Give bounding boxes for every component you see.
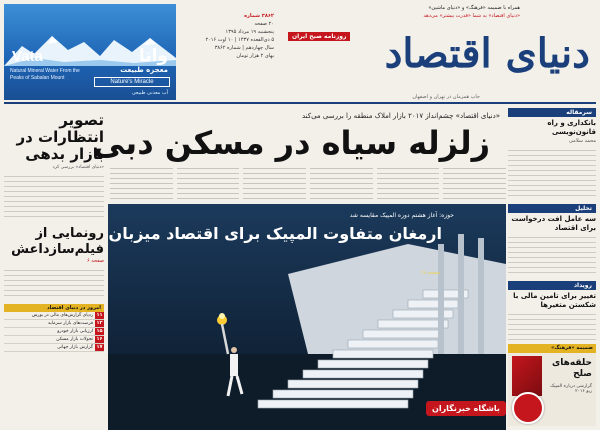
index-item-label: تحولات بازار مسکن [56, 337, 93, 342]
ad-slogan-latin: Nature's Miracle [94, 77, 170, 87]
index-item[interactable] [4, 336, 104, 344]
promo-title: حلقه‌های صلح [552, 358, 592, 379]
logo-title: دنیای اقتصاد [384, 30, 590, 77]
index-item-label: ارزیابی بازار خودرو [57, 329, 93, 334]
text-column [310, 164, 373, 200]
index-item-label: فرصت‌های بازار سرمایه [48, 321, 93, 326]
index-page-number: ۱۶ [96, 336, 103, 342]
ad-brand-persian: واتا [138, 46, 168, 66]
index-item-label: گزارش بازار جهانی [57, 345, 93, 350]
headline-kicker: «دنیای اقتصاد» چشم‌انداز ۲۰۱۷ بازار املاک منطقه را بررسی می‌کند [301, 112, 500, 120]
index-item[interactable] [4, 344, 104, 352]
index-page-number: ۱۱ [96, 312, 103, 318]
index-item-label: ردپای گزارش‌های مالی در بورس [31, 313, 93, 318]
left-kicker: «دنیای اقتصاد» بررسی کرد [52, 165, 104, 170]
ad-brand-latin: Vata [12, 48, 43, 65]
source-watermark [426, 390, 596, 426]
photo-kicker: حوزه: آغاز هشتم دوره المپیک مقایسه شد [349, 212, 454, 219]
index-page-number: ۱۵ [96, 328, 103, 334]
photo-headline[interactable]: ارمغان متفاوت المپیک برای اقتصاد میزبان [108, 224, 442, 243]
index-item[interactable] [4, 328, 104, 336]
left-headline-1[interactable]: تصویر انتظارات در بازار بدهی [16, 111, 104, 163]
photo-page-ref: صفحه ۱۹ [420, 270, 440, 276]
masthead-divider [4, 102, 596, 104]
sidebar-section-title: تغییر برای تامین مالی با شکستن متغیرها [513, 292, 596, 309]
sidebar-section-header: تحلیل [508, 204, 596, 213]
text-column [177, 164, 240, 200]
date-hijri-gregorian: ۵ ذی‌القعده ۱۴۳۷ | ۱۰ اوت ۲۰۱۶ [205, 37, 274, 43]
vata-water-advertisement[interactable] [4, 4, 176, 100]
lead-story-text [110, 164, 506, 200]
sidebar-author: محمد سلامی [568, 138, 596, 144]
print-tagline: جاپ همزمان در تهران و اصفهان [412, 94, 480, 100]
sidebar-text [508, 146, 596, 200]
left-headline-2[interactable]: رونمایی از فیلم‌سازداعش [11, 226, 104, 257]
index-item[interactable] [4, 320, 104, 328]
teaser-line[interactable]: «دنیای اقتصاد» به شما «قدرت بیشتر» می‌دهد [423, 13, 520, 19]
left-column [4, 112, 104, 352]
left-text-block [4, 266, 104, 300]
sidebar-section-header: سرمقاله [508, 108, 596, 117]
watermark-logo-icon [512, 392, 544, 424]
index-page-number: ۱۳ [96, 320, 103, 326]
sidebar-section[interactable] [508, 108, 596, 200]
page-count: ۲۰ صفحه [254, 21, 274, 27]
teaser-line[interactable]: همراه با ضمیمه «فرهنگ» و «دنیای ماشین» [428, 5, 520, 11]
text-column [243, 164, 306, 200]
sidebar-section-title: سه عامل افت درخواست برای اقتصاد [511, 215, 596, 232]
text-column [443, 164, 506, 200]
sidebar-section-header: رویداد [508, 281, 596, 290]
promo-header: ضمیمه «فرهنگ» [508, 344, 596, 353]
sidebar-section-title: بانکداری و راه قانون‌نویسی [547, 119, 596, 136]
today-index [4, 304, 104, 352]
ad-description: Natural Mineral Water From the Peaks of Sabalan Mount [10, 68, 80, 81]
index-header: امروز در دنیای اقتصاد [4, 304, 104, 312]
sidebar-text [508, 233, 596, 277]
index-item[interactable] [4, 312, 104, 320]
date-persian: پنجشنبه ۱۹ مرداد ۱۳۹۵ [225, 29, 274, 35]
ad-slogan-persian: معجزه طبیعت [120, 66, 168, 74]
price: بهای ۲ هزار تومان [236, 53, 274, 59]
text-column [377, 164, 440, 200]
logo-tag: روزنامه صبح ایران [288, 32, 350, 41]
issue-meta [182, 12, 274, 60]
watermark-label: باشگاه خبرنگاران [426, 401, 506, 416]
text-column [110, 164, 173, 200]
index-page-number: ۱۷ [96, 344, 103, 350]
ad-subtitle: آب معدنی طبیعی [131, 90, 168, 96]
left-text-block [4, 172, 104, 220]
issue-number: ۳۸۶۲ شماره [244, 13, 274, 19]
left-page-ref: صفحه ۶ [87, 258, 104, 264]
volume-number: سال چهاردهم | شماره ۳۸۶۲ [214, 45, 274, 51]
promo-subtitle: گزارشی درباره المپیک ریو ۲۰۱۶ [550, 384, 592, 394]
sidebar-section[interactable] [508, 204, 596, 277]
newspaper-logo[interactable] [280, 30, 590, 92]
main-headline[interactable]: زلزله سیاه در مسکن دبی [92, 124, 490, 162]
